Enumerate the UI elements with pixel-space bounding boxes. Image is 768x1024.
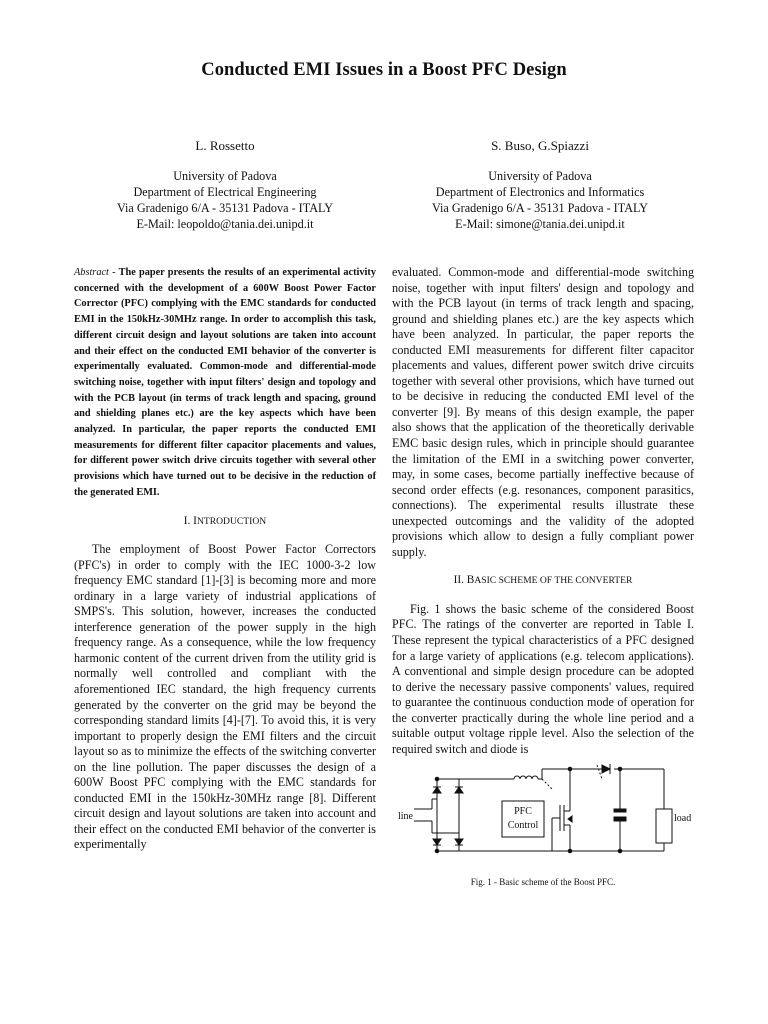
introduction-paragraph: The employment of Boost Power Factor Correctors (PFC's) in order to comply with the IEC 1000-3-2 low frequency EMC standard [1]-[3] is becoming more and more ordinary in a large variety of industrial applications of SMPS's. This solution, however, increases the conducted interference generation of the power supply in the high frequency range. As a consequence, while the low frequency harmonic content of the current driven from the utility grid is normally well controlled and compliant with the aforementioned IEC standard, the high frequency currents generated by the converter on the grid may be beyond the corresponding standard limits [4]-[7]. To avoid this, it is very important to properly design the EMI filters and the circuit layout so as to minimize the effects of the switching converter on the line pollution. The paper discusses the design of a 600W Boost PFC complying with the EMC standards for conducted EMI in the 150kHz-30MHz range [8]. Different circuit design and layout solutions are taken into account and their effect on the conducted EMI behavior of the converter is experimentally [74, 542, 376, 852]
affiliation-line: Via Gradenigo 6/A - 35131 Padova - ITALY [431, 201, 649, 215]
figure-control-label-1: PFC [514, 806, 532, 818]
section-heading-basic-scheme: II. BASIC SCHEME OF THE CONVERTER [453, 574, 633, 587]
figure-boost-pfc-schematic [392, 759, 694, 899]
figure-control-label-2: Control [507, 820, 539, 832]
abstract [74, 265, 376, 501]
affiliation-line: Department of Electrical Engineering [133, 185, 317, 199]
section-heading-introduction: I. INTRODUCTION [183, 514, 267, 527]
affiliation-line: Via Gradenigo 6/A - 35131 Padova - ITALY [116, 201, 334, 215]
figure-caption: Fig. 1 - Basic scheme of the Boost PFC. [470, 877, 616, 888]
figure-line-label: line [398, 811, 413, 823]
figure-load-label: load [674, 813, 692, 825]
author-name: S. Buso, G.Spiazzi [491, 138, 589, 153]
left-column [74, 265, 376, 853]
continuation-paragraph: evaluated. Common-mode and differential-mode switching noise, together with input filters' design and topology and with the PCB layout (in terms of track length and spacing, ground and shielding planes etc.) are the key aspects which have been analyzed. In particular, the paper reports the conducted EMI measurements for different filter capacitor placements and values, different power switch drive circuits together with several other provisions, which have turned out to be decisive in reducing the conducted EMI level of the converter [9]. By means of this design example, the paper also shows that the application of the theoretically derivable EMC basic design rules, which in principle should guarantee the limitation of the EMI in a switching power converter, may, in some cases, become partially ineffective because of second order effects (e.g. resonances, component parasitics, connections). The experimental results illustrate these unexpected outcomings and the validity of the adopted provisions which allow to design a fully compliant power supply. [392, 265, 694, 559]
author-name: L. Rossetto [195, 138, 255, 153]
right-column [392, 265, 694, 899]
author-block-left [60, 138, 390, 232]
basic-scheme-paragraph: Fig. 1 shows the basic scheme of the considered Boost PFC. The ratings of the converter are reported in Table I. These represent the typical characteristics of a PFC designed for a large variety of applications (e.g. telecom applications). A conventional and simple design procedure can be adopted to derive the necessary passive components' values, required to guarantee the continuous conduction mode of operation for the converter practically during the whole line period and a suitable output voltage ripple level. Also the selection of the required switch and diode is [392, 601, 694, 756]
author-email: E-Mail: leopoldo@tania.dei.unipd.it [136, 217, 314, 231]
author-block-right [375, 138, 705, 232]
abstract-lead: Abstract - [74, 267, 116, 278]
abstract-text: The paper presents the results of an experimental activity concerned with the development of a 600W Boost Power Factor Corrector (PFC) complying with the EMC standards for conducted EMI in the 150kHz-30MHz range. In order to accomplish this task, different circuit design and layout solutions are taken into account and their effect on the conducted EMI behavior of the converter is experimentally evaluated. Common-mode and differential-mode switching noise, together with input filters' design and topology and with the PCB layout (in terms of track length and spacing, ground and shielding planes etc.) are the key aspects which have been analyzed. In particular, the paper reports the conducted EMI measurements for different filter capacitor placements and values, for different power switch drive circuits together with several other provisions which have turned out to be decisive in the reduction of the generated EMI. [74, 267, 376, 498]
affiliation-line: University of Padova [488, 169, 592, 183]
affiliation-line: University of Padova [173, 169, 277, 183]
affiliation-line: Department of Electronics and Informatics [435, 185, 645, 199]
author-email: E-Mail: simone@tania.dei.unipd.it [455, 217, 625, 231]
paper-title: Conducted EMI Issues in a Boost PFC Design [201, 60, 567, 80]
